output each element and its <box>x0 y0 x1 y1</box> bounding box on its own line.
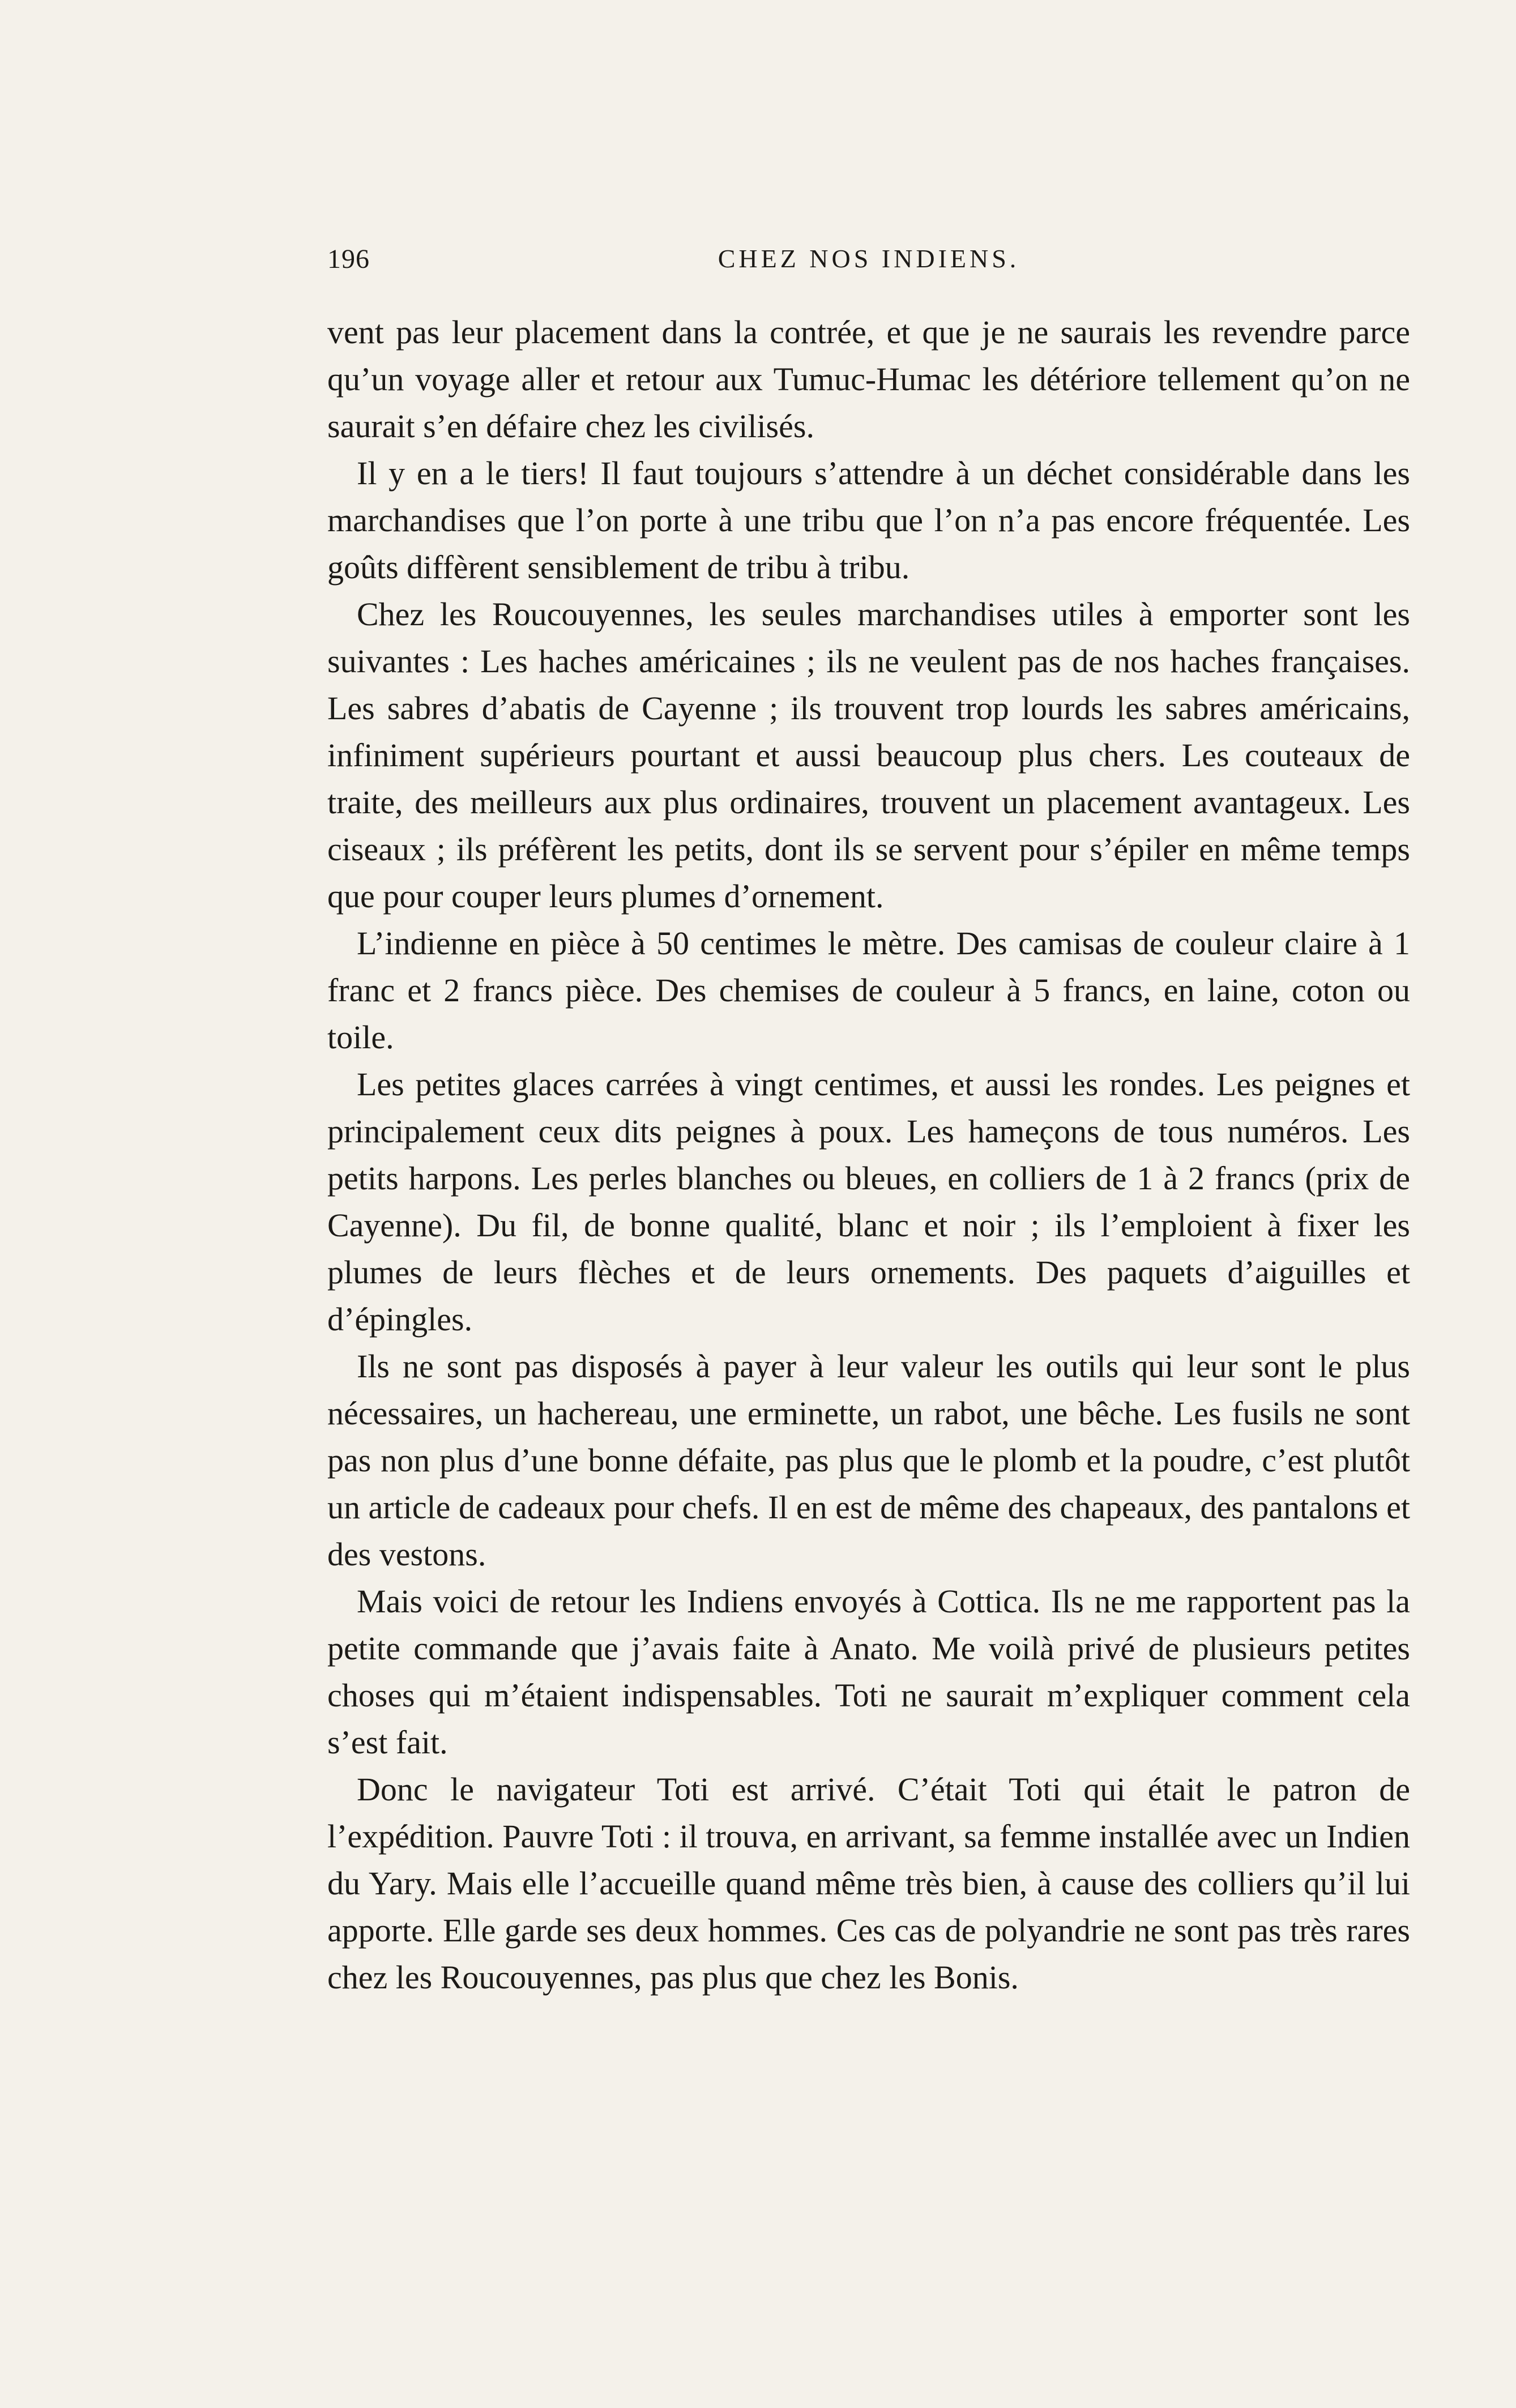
paragraph: Il y en a le tiers! Il faut toujours s’attendre à un déchet considérable dans les marchandises que l’on porte à une tribu que l’on n’a pas encore fréquentée. Les goûts diffèrent sensiblement de tribu à tribu. <box>327 455 1410 586</box>
paragraph: Ils ne sont pas disposés à payer à leur valeur les outils qui leur sont le plus nécessaires, un hachereau, une erminette, un rabot, une bêche. Les fusils ne sont pas non plus d’une bonne défaite, pas plus que le plomb et la poudre, c’est plutôt un article de cadeaux pour chefs. Il en est de même des chapeaux, des pantalons et des vestons. <box>327 1348 1410 1573</box>
running-title: CHEZ NOS INDIENS. <box>718 244 1020 273</box>
paragraph: L’indienne en pièce à 50 centimes le mètre. Des camisas de couleur claire à 1 franc et 2 francs pièce. Des chemises de couleur à 5 francs, en laine, coton ou toile. <box>327 925 1410 1056</box>
body-text <box>327 309 1410 2001</box>
paragraph-continued: vent pas leur placement dans la contrée, et que je ne saurais les revendre parce qu’un voyage aller et retour aux Tumuc-Humac les détériore tellement qu’on ne saurait s’en défaire chez les civilisés. <box>327 314 1410 445</box>
paragraph: Chez les Roucouyennes, les seules marchandises utiles à emporter sont les suivantes : Les haches américaines ; ils ne veulent pas de nos haches françaises. Les sabres d’abatis de Cayenne ; ils trouvent trop lourds les sabres américains, infiniment supérieurs pourtant et aussi beaucoup plus chers. Les couteaux de traite, des meilleurs aux plus ordinaires, trouvent un placement avantageux. Les ciseaux ; ils préfèrent les petits, dont ils se servent pour s’épiler en même temps que pour couper leurs plumes d’ornement. <box>327 596 1410 915</box>
paragraph: Donc le navigateur Toti est arrivé. C’était Toti qui était le patron de l’expédition. Pauvre Toti : il trouva, en arrivant, sa femme installée avec un Indien du Yary. Mais elle l’accueille quand même très bien, à cause des colliers qu’il lui apporte. Elle garde ses deux hommes. Ces cas de polyandrie ne sont pas très rares chez les Roucouyennes, pas plus que chez les Bonis. <box>327 1771 1410 1996</box>
paragraph: Mais voici de retour les Indiens envoyés à Cottica. Ils ne me rapportent pas la petite commande que j’avais faite à Anato. Me voilà privé de plusieurs petites choses qui m’étaient indispensables. Toti ne saurait m’expliquer comment cela s’est fait. <box>327 1583 1410 1761</box>
paragraph: Les petites glaces carrées à vingt centimes, et aussi les rondes. Les peignes et principalement ceux dits peignes à poux. Les hameçons de tous numéros. Les petits harpons. Les perles blanches ou bleues, en colliers de 1 à 2 francs (prix de Cayenne). Du fil, de bonne qualité, blanc et noir ; ils l’emploient à fixer les plumes de leurs flèches et de leurs ornements. Des paquets d’aiguilles et d’épingles. <box>327 1066 1410 1338</box>
page-header <box>327 244 1410 283</box>
page-number: 196 <box>327 244 370 274</box>
